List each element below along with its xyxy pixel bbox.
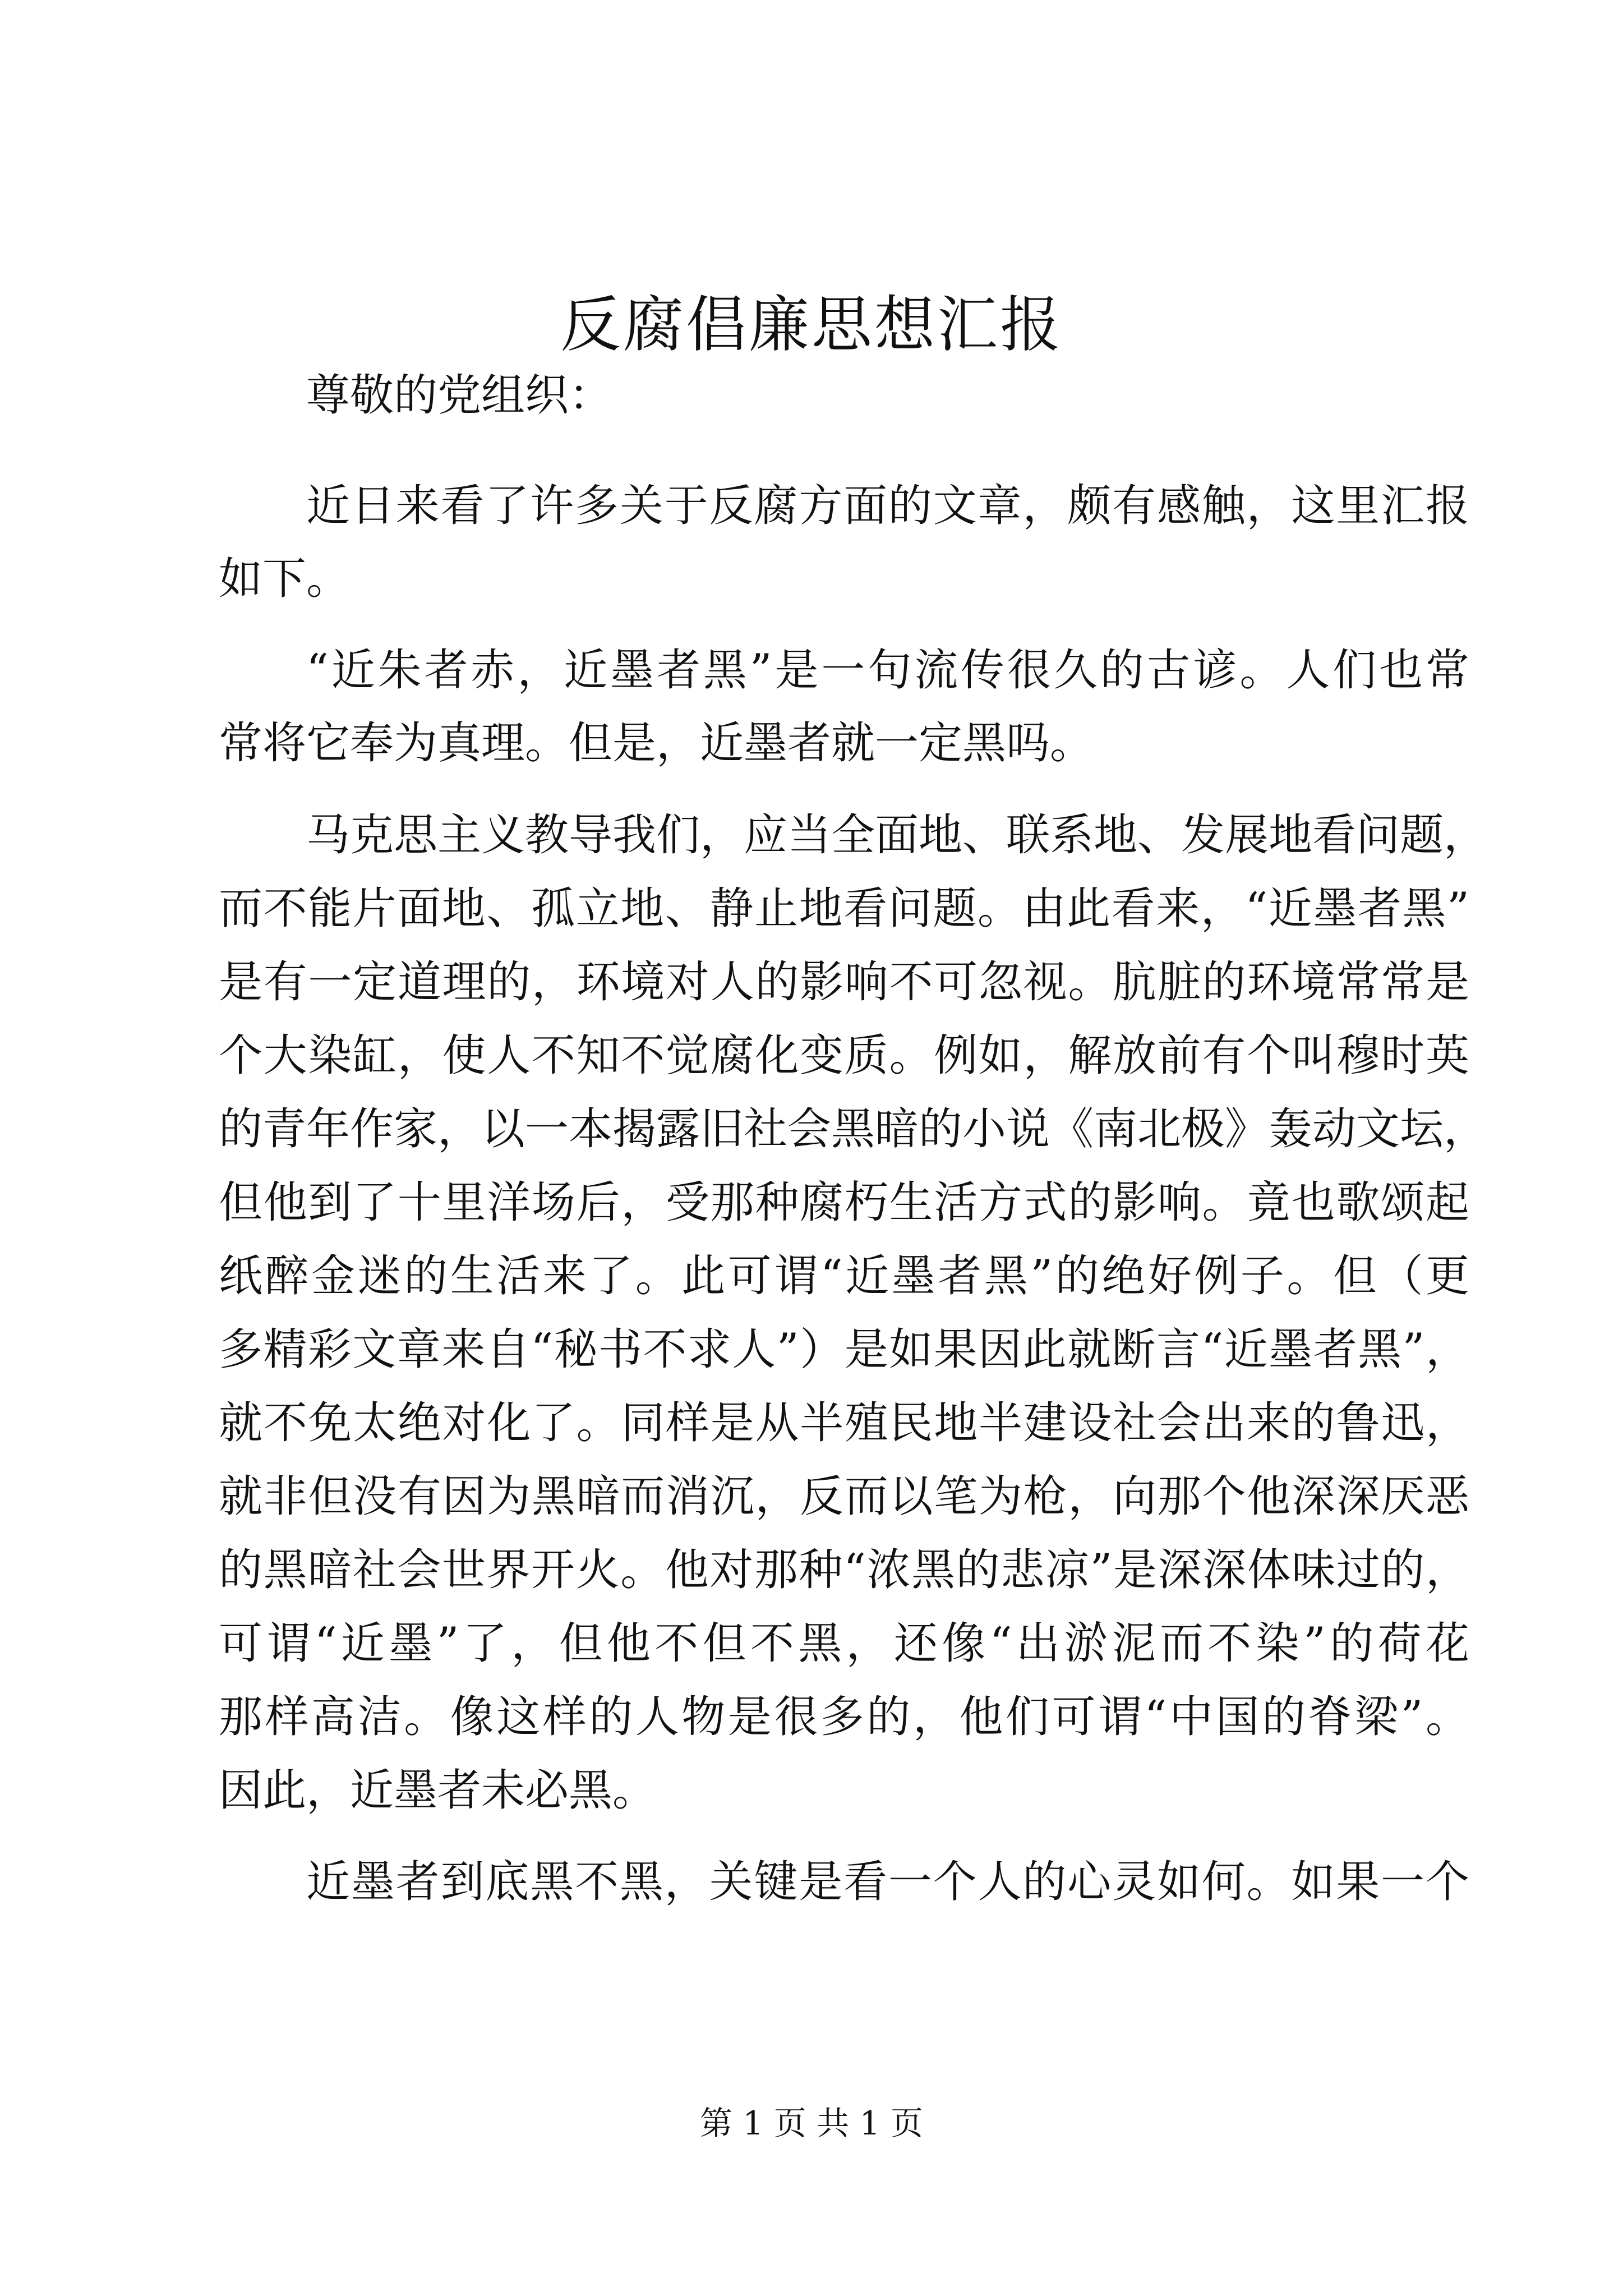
body-line: 马克思主义教导我们，应当全面地、联系地、发展地看问题， [306,810,1488,861]
body-line: 那样高洁。像这样的人物是很多的，他们可谓“中国的脊梁”。 [219,1692,1469,1742]
body-line: 的青年作家，以一本揭露旧社会黑暗的小说《南北极》轰动文坛， [219,1104,1488,1154]
page-number: 第 1 页 共 1 页 [700,2104,923,2142]
salutation: 尊敬的党组织： [306,370,613,421]
body-line: 如下。 [219,554,351,604]
body-line: “近朱者赤，近墨者黑”是一句流传很久的古谚。人们也常 [306,645,1469,696]
body-line: 个大染缸，使人不知不觉腐化变质。例如，解放前有个叫穆时英 [219,1030,1469,1081]
body-line: 可谓“近墨”了，但他不但不黑，还像“出淤泥而不染”的荷花 [219,1618,1469,1669]
body-line: 常将它奉为真理。但是，近墨者就一定黑吗。 [219,718,1094,769]
body-line: 因此，近墨者未必黑。 [219,1765,657,1816]
document-title: 反腐倡廉思想汇报 [560,290,1063,360]
body-line: 的黑暗社会世界开火。他对那种“浓黑的悲凉”是深深体味过的， [219,1545,1469,1595]
body-line: 纸醉金迷的生活来了。此可谓“近墨者黑”的绝好例子。但（更 [219,1251,1469,1301]
body-line: 近日来看了许多关于反腐方面的文章，颇有感触，这里汇报 [306,481,1469,531]
body-line: 就不免太绝对化了。同样是从半殖民地半建设社会出来的鲁迅， [219,1398,1469,1448]
body-line: 是有一定道理的，环境对人的影响不可忽视。肮脏的环境常常是 [219,957,1469,1007]
body-line: 多精彩文章来自“秘书不求人”）是如果因此就断言“近墨者黑”， [219,1324,1469,1375]
body-line: 但他到了十里洋场后，受那种腐朽生活方式的影响。竟也歌颂起 [219,1177,1469,1228]
body-line: 而不能片面地、孤立地、静止地看问题。由此看来，“近墨者黑” [219,884,1469,934]
body-line: 近墨者到底黑不黑，关键是看一个人的心灵如何。如果一个 [306,1857,1469,1907]
body-line: 就非但没有因为黑暗而消沉，反而以笔为枪，向那个他深深厌恶 [219,1471,1469,1522]
